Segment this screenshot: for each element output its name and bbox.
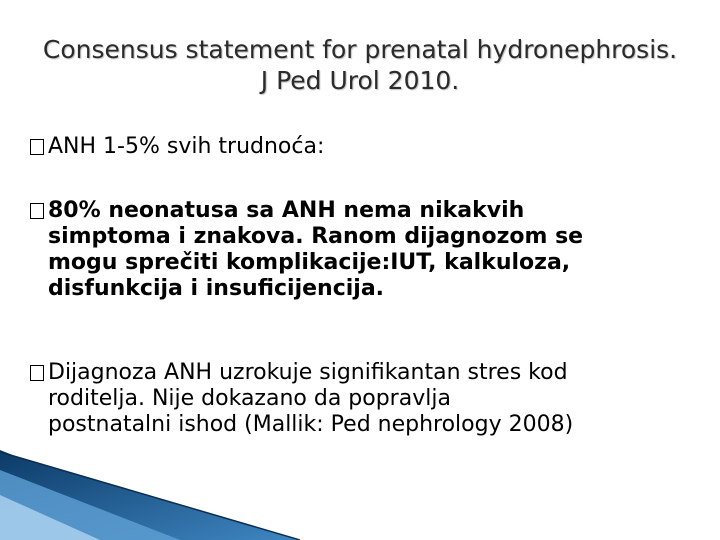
- bullet-line: disfunkcija i insuficijencija.: [48, 276, 385, 301]
- title-line-2: J Ped Urol 2010.: [260, 66, 460, 95]
- bullet-text: Dijagnoza ANH uzrokuje signifikantan stres kod: [48, 360, 568, 385]
- bullet-line: mogu sprečiti komplikacije:IUT, kalkuloza,: [48, 250, 571, 275]
- bullet-line: postnatalni ishod (Mallik: Ped nephrology 2008): [48, 412, 574, 437]
- bullet-line: [30, 360, 573, 386]
- bullet-line: roditelja. Nije dokazano da popravlja: [48, 386, 451, 411]
- corner-decoration: [0, 450, 300, 540]
- bullet-diagnosis-stress: [30, 360, 573, 438]
- bullet-line: [30, 198, 583, 224]
- bullet-text: 80% neonatusa sa ANH nema nikakvih: [48, 198, 525, 223]
- bullet-text: ANH 1-5% svih trudnoća:: [48, 134, 325, 159]
- bullet-box-icon: [30, 203, 44, 219]
- title-line-1: Consensus statement for prenatal hydronephrosis.: [42, 35, 678, 64]
- bullet-box-icon: [30, 139, 44, 155]
- bullet-neonates: [30, 198, 583, 302]
- bullet-line: [30, 134, 324, 160]
- bullet-box-icon: [30, 365, 44, 381]
- bullet-anh-prevalence: [30, 134, 324, 160]
- slide-title: [0, 34, 720, 96]
- bullet-line: simptoma i znakova. Ranom dijagnozom se: [48, 224, 584, 249]
